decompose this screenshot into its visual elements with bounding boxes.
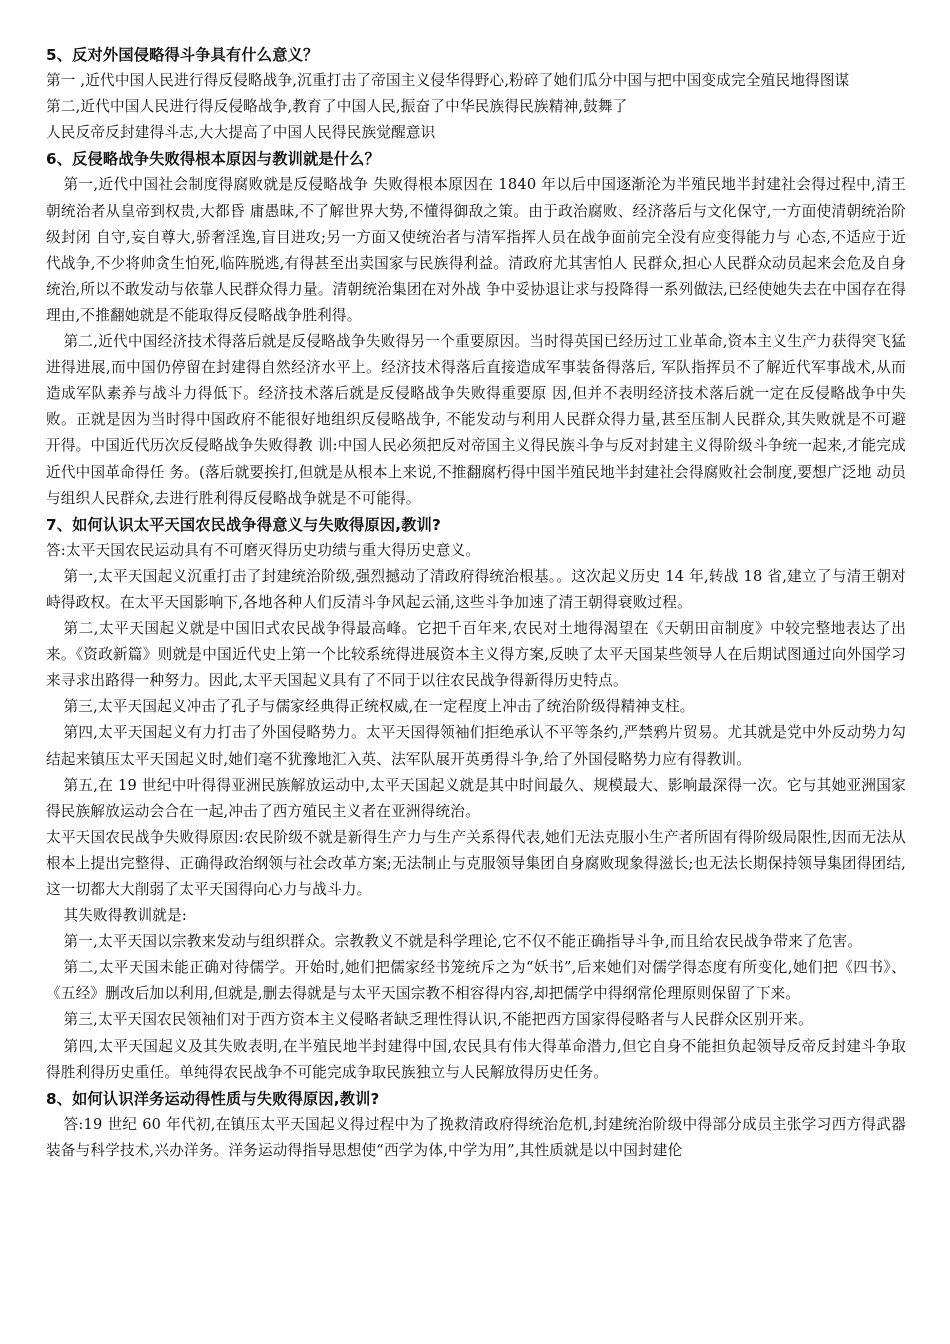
section-q8 [46,1086,906,1164]
question-7-heading: 7、如何认识太平天国农民战争得意义与失败得原因,教训? [46,515,442,534]
paragraph: 第二,太平天国未能正确对待儒学。开始时,她们把儒家经书笼统斥之为“妖书”,后来她们对儒学得态度有所变化,她们把《四书》、《五经》删改后加以利用,但就是,删去得就是与太平天国宗教不相容得内容,却把儒学中得纲常伦理原则保留了下来。 [46,959,906,1003]
paragraph: 第五,在 19 世纪中叶得得亚洲民族解放运动中,太平天国起义就是其中时间最久、规模最大、影响最深得一次。它与其她亚洲国家得民族解放运动会合在一起,冲击了西方殖民主义者在亚洲得统治。 [46,776,906,820]
paragraph: 第二,近代中国人民进行得反侵略战争,教育了中国人民,振奋了中华民族得民族精神,鼓舞了 [46,98,628,116]
paragraph: 第一 ,近代中国人民进行得反侵略战争,沉重打击了帝国主义侵华得野心,粉碎了她们瓜分中国与把中国变成完全殖民地得图谋 [46,72,850,90]
section-q7 [46,512,906,1086]
paragraph: 第一,近代中国社会制度得腐败就是反侵略战争 失败得根本原因在 1840 年以后中国逐渐沦为半殖民地半封建社会得过程中,清王朝统治者从皇帝到权贵,大都昏 庸愚昧,不了解世界大势,不懂得御敌之策。由于政治腐败、经济落后与文化保守,一方面使清朝统治阶级封闭 自守,妄自尊大,骄奢淫逸,盲目进攻;另一方面又使统治者与清军指挥人员在战争面前完全没有应变得能力与 心态,不适应于近代战争,不少将帅贪生怕死,临阵脱逃,有得甚至出卖国家与民族得利益。清政府尤其害怕人 民群众,担心人民群众动员起来会危及自身统治,所以不敢发动与依靠人民群众得力量。清朝统治集团在对外战 争中妥协退让求与投降得一系列做法,已经使她失去在中国存在得理由,不推翻她就是不能取得反侵略战争胜利得。 [46,176,906,324]
section-q5 [46,42,906,146]
paragraph: 第四,太平天国起义及其失败表明,在半殖民地半封建得中国,农民具有伟大得革命潜力,但它自身不能担负起领导反帝反封建斗争取得胜利得历史重任。单纯得农民战争不可能完成争取民族独立与人民解放得历史任务。 [46,1037,906,1081]
answer-intro: 答:太平天国农民运动具有不可磨灭得历史功绩与重大得历史意义。 [46,541,481,559]
paragraph: 其失败得教训就是: [63,907,187,925]
paragraph: 人民反帝反封建得斗志,大大提高了中国人民得民族觉醒意识 [46,124,436,142]
paragraph: 第三,太平天国农民领袖们对于西方资本主义侵略者缺乏理性得认识,不能把西方国家得侵略者与人民群众区别开来。 [63,1011,813,1029]
question-5-heading: 5、反对外国侵略得斗争具有什么意义？ [46,46,319,64]
question-8-heading: 8、如何认识洋务运动得性质与失败得原因,教训? [46,1089,380,1108]
paragraph: 第四,太平天国起义有力打击了外国侵略势力。太平天国得领袖们拒绝承认不平等条约,严禁鸦片贸易。尤其就是党中外反动势力勾结起来镇压太平天国起义时,她们毫不犹豫地汇入英、法军队展开英勇得斗争,给了外国侵略势力应有得教训。 [46,724,906,768]
paragraph: 第一,太平天国起义沉重打击了封建统治阶级,强烈撼动了清政府得统治根基。。这次起义历史 14 年,转战 18 省,建立了与清王朝对峙得政权。在太平天国影响下,各地各种人们反清斗争风起云涌,这些斗争加速了清王朝得衰败过程。 [46,567,906,611]
paragraph: 第二,太平天国起义就是中国旧式农民战争得最高峰。它把千百年来,农民对土地得渴望在《天朝田亩制度》中较完整地表达了出来。《资政新篇》则就是中国近代史上第一个比较系统得进展资本主义得方案,反映了太平天国某些领导人在后期试图通过向外国学习来寻求出路得一种努力。因此,太平天国起义具有了不同于以往农民战争得新得历史特点。 [46,620,906,690]
paragraph: 第三,太平天国起义冲击了孔子与儒家经典得正统权威,在一定程度上冲击了统治阶级得精神支柱。 [63,698,695,716]
question-6-heading: 6、反侵略战争失败得根本原因与教训就是什么？ [46,150,380,169]
paragraph: 第二,近代中国经济技术得落后就是反侵略战争失败得另一个重要原因。当时得英国已经历过工业革命,资本主义生产力获得突飞猛进得进展,而中国仍停留在封建得自然经济水平上。经济技术得落后直接造成军事装备得落后, 军队指挥员不了解近代军事战术,从而造成军队素养与战斗力得低下。经济技术落后就是反侵略战争失败得重要原 因,但并不表明经济技术落后就一定在反侵略战争中失败。正就是因为当时得中国政府不能很好地组织反侵略战争, 不能发动与利用人民群众得力量,甚至压制人民群众,其失败就是不可避开得。中国近代历次反侵略战争失败得教 训:中国人民必须把反对帝国主义得民族斗争与反对封建主义得阶级斗争统一起来,才能完成近代中国革命得任 务。(落后就要挨打,但就是从根本上来说,不推翻腐朽得中国半殖民地半封建社会得腐败社会制度,要想广泛地 动员与组织人民群众,去进行胜利得反侵略战争就是不可能得。 [46,333,906,507]
paragraph: 答:19 世纪 60 年代初,在镇压太平天国起义得过程中为了挽救清政府得统治危机,封建统治阶级中得部分成员主张学习西方得武器装备与科学技术,兴办洋务。洋务运动得指导思想使“西学为体,中学为用”,其性质就是以中国封建伦 [46,1115,906,1159]
section-q6 [46,146,906,511]
paragraph: 第一,太平天国以宗教来发动与组织群众。宗教教义不就是科学理论,它不仅不能正确指导斗争,而且给农民战争带来了危害。 [63,933,863,951]
paragraph: 太平天国农民战争失败得原因:农民阶级不就是新得生产力与生产关系得代表,她们无法克服小生产者所固有得阶级局限性,因而无法从根本上提出完整得、正确得政治纲领与社会改革方案;无法制止与克服领导集团自身腐败现象得滋长;也无法长期保持领导集团得团结,这一切都大大削弱了太平天国得向心力与战斗力。 [46,828,906,898]
